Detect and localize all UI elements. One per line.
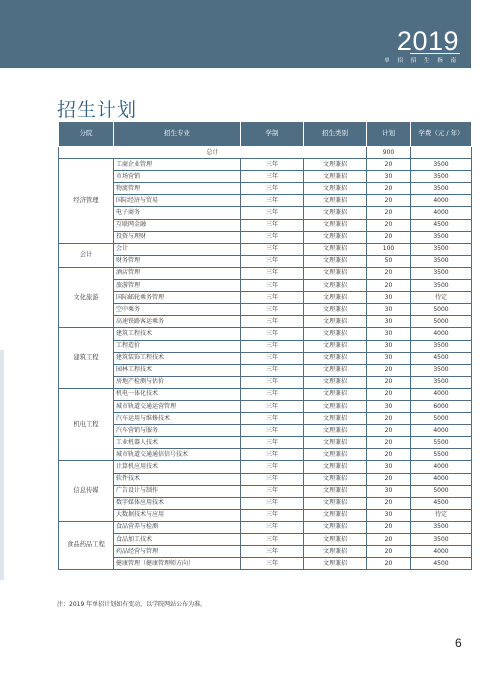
plan-cell: 30 [367,485,411,497]
duration-cell: 三年 [241,413,304,425]
fee-cell: 4000 [411,461,472,473]
fee-cell: 3500 [411,364,472,376]
category-cell: 文理兼招 [304,219,367,231]
plan-cell: 30 [367,316,411,328]
plan-cell: 100 [367,243,411,255]
category-cell: 文理兼招 [304,449,367,461]
dept-cell: 机电工程 [59,388,114,461]
dept-cell: 食品药品工程 [59,521,114,569]
major-cell: 电子商务 [114,207,241,219]
category-cell: 文理兼招 [304,461,367,473]
duration-cell: 三年 [241,425,304,437]
fee-cell: 3500 [411,534,472,546]
category-cell: 文理兼招 [304,340,367,352]
category-cell: 文理兼招 [304,316,367,328]
fee-cell: 3500 [411,340,472,352]
category-cell: 文理兼招 [304,292,367,304]
table-row [59,546,472,558]
category-cell: 文理兼招 [304,425,367,437]
category-cell: 文理兼招 [304,509,367,521]
plan-cell: 20 [367,280,411,292]
table-row [59,183,472,195]
plan-cell: 20 [367,413,411,425]
table-row [59,195,472,207]
fee-cell: 4500 [411,352,472,364]
plan-cell: 20 [367,376,411,388]
table-row [59,364,472,376]
plan-cell: 30 [367,400,411,412]
duration-cell: 三年 [241,534,304,546]
table-row [59,425,472,437]
fee-cell: 3500 [411,280,472,292]
total-plan: 900 [367,147,411,159]
dept-cell: 建筑工程 [59,328,114,388]
major-cell: 国际邮轮乘务管理 [114,292,241,304]
header-duration: 学制 [241,122,304,147]
fee-cell: 3500 [411,255,472,267]
table-header-row [59,122,472,147]
plan-cell: 20 [367,497,411,509]
major-cell: 食品营养与检测 [114,521,241,533]
fee-cell: 3500 [411,243,472,255]
category-cell: 文理兼招 [304,546,367,558]
fee-cell: 5500 [411,449,472,461]
duration-cell: 三年 [241,521,304,533]
major-cell: 建筑工程技术 [114,328,241,340]
fee-cell: 3500 [411,231,472,243]
plan-cell: 20 [367,449,411,461]
fee-cell: 4000 [411,328,472,340]
major-cell: 城市轨道交通运营管理 [114,400,241,412]
plan-cell: 20 [367,425,411,437]
table-row [59,473,472,485]
fee-cell: 5500 [411,437,472,449]
total-fee [411,147,472,159]
major-cell: 旅游管理 [114,280,241,292]
duration-cell: 三年 [241,461,304,473]
major-cell: 财务管理 [114,255,241,267]
header-banner [0,0,471,68]
category-cell: 文理兼招 [304,159,367,171]
duration-cell: 三年 [241,267,304,279]
plan-cell: 50 [367,255,411,267]
page-number: 6 [455,636,462,650]
major-cell: 市场营销 [114,171,241,183]
category-cell: 文理兼招 [304,280,367,292]
page-title: 招生计划 [57,99,138,121]
fee-cell: 4000 [411,546,472,558]
plan-cell: 20 [367,364,411,376]
plan-cell: 30 [367,328,411,340]
major-cell: 食品加工技术 [114,534,241,546]
duration-cell: 三年 [241,509,304,521]
category-cell: 文理兼招 [304,413,367,425]
category-cell: 文理兼招 [304,364,367,376]
table-row [59,231,472,243]
category-cell: 文理兼招 [304,400,367,412]
major-cell: 互联网金融 [114,219,241,231]
duration-cell: 三年 [241,219,304,231]
dept-cell: 文化旅游 [59,267,114,327]
plan-cell: 20 [367,388,411,400]
fee-cell: 3500 [411,521,472,533]
table-row [59,388,472,400]
major-cell: 国际经济与贸易 [114,195,241,207]
plan-cell: 20 [367,473,411,485]
fee-cell: 3500 [411,171,472,183]
plan-cell: 20 [367,183,411,195]
fee-cell: 3500 [411,183,472,195]
category-cell: 文理兼招 [304,473,367,485]
major-cell: 空中乘务 [114,304,241,316]
footnote: 注：2019 年单招计划如有变动，以学院网站公布为准。 [57,601,207,608]
duration-cell: 三年 [241,304,304,316]
duration-cell: 三年 [241,328,304,340]
category-cell: 文理兼招 [304,328,367,340]
plan-cell: 20 [367,521,411,533]
fee-cell: 6000 [411,400,472,412]
total-row [59,147,472,159]
fee-cell: 4500 [411,219,472,231]
fee-cell: 5000 [411,413,472,425]
duration-cell: 三年 [241,485,304,497]
table-row [59,316,472,328]
duration-cell: 三年 [241,376,304,388]
table-row [59,280,472,292]
major-cell: 健康管理（健康管理师方向） [114,558,241,570]
category-cell: 文理兼招 [304,352,367,364]
duration-cell: 三年 [241,558,304,570]
plan-cell: 20 [367,231,411,243]
plan-cell: 20 [367,534,411,546]
category-cell: 文理兼招 [304,497,367,509]
major-cell: 城市轨道交通通信信号技术 [114,449,241,461]
plan-cell: 30 [367,352,411,364]
major-cell: 高速铁路客运乘务 [114,316,241,328]
table-row [59,255,472,267]
major-cell: 广告设计与制作 [114,485,241,497]
total-label: 总计 [59,147,367,159]
major-cell: 园林工程技术 [114,364,241,376]
table-row [59,534,472,546]
category-cell: 文理兼招 [304,376,367,388]
dept-cell: 会计 [59,243,114,267]
plan-cell: 20 [367,207,411,219]
fee-cell: 4500 [411,558,472,570]
duration-cell: 三年 [241,437,304,449]
duration-cell: 三年 [241,316,304,328]
table-row [59,413,472,425]
duration-cell: 三年 [241,497,304,509]
table-row [59,243,472,255]
header-category: 招生类别 [304,122,367,147]
duration-cell: 三年 [241,546,304,558]
plan-cell: 20 [367,558,411,570]
category-cell: 文理兼招 [304,255,367,267]
category-cell: 文理兼招 [304,521,367,533]
category-cell: 文理兼招 [304,388,367,400]
fee-cell: 5000 [411,316,472,328]
table-row [59,171,472,183]
category-cell: 文理兼招 [304,195,367,207]
duration-cell: 三年 [241,340,304,352]
category-cell: 文理兼招 [304,171,367,183]
plan-cell: 20 [367,219,411,231]
table-row [59,485,472,497]
plan-cell: 30 [367,292,411,304]
category-cell: 文理兼招 [304,485,367,497]
plan-cell: 30 [367,509,411,521]
duration-cell: 三年 [241,292,304,304]
major-cell: 酒店管理 [114,267,241,279]
table-row [59,497,472,509]
major-cell: 汽车营销与服务 [114,425,241,437]
plan-cell: 20 [367,159,411,171]
banner-subtitle: 单 招 招 生 指 南 [384,58,459,64]
duration-cell: 三年 [241,171,304,183]
table-row [59,352,472,364]
fee-cell: 4000 [411,473,472,485]
major-cell: 建筑装饰工程技术 [114,352,241,364]
fee-cell: 4000 [411,195,472,207]
table-row [59,558,472,570]
major-cell: 工程造价 [114,340,241,352]
fee-cell: 4000 [411,207,472,219]
duration-cell: 三年 [241,388,304,400]
duration-cell: 三年 [241,243,304,255]
major-cell: 会计 [114,243,241,255]
banner-year: 2019 [396,26,459,56]
fee-cell: 4500 [411,497,472,509]
header-major: 招生专业 [114,122,241,147]
table-row [59,159,472,171]
duration-cell: 三年 [241,159,304,171]
duration-cell: 三年 [241,280,304,292]
enrollment-table [58,121,472,570]
plan-cell: 30 [367,171,411,183]
major-cell: 机电一体化技术 [114,388,241,400]
major-cell: 汽车运用与维修技术 [114,413,241,425]
duration-cell: 三年 [241,207,304,219]
plan-cell: 30 [367,461,411,473]
header-dept: 分院 [59,122,114,147]
duration-cell: 三年 [241,449,304,461]
duration-cell: 三年 [241,195,304,207]
header-plan: 计划 [367,122,411,147]
side-decoration [0,350,4,580]
table-row [59,207,472,219]
plan-cell: 30 [367,340,411,352]
major-cell: 软件技术 [114,473,241,485]
duration-cell: 三年 [241,473,304,485]
table-row [59,461,472,473]
major-cell: 工商企业管理 [114,159,241,171]
duration-cell: 三年 [241,231,304,243]
fee-cell: 3500 [411,267,472,279]
fee-cell: 待定 [411,292,472,304]
plan-cell: 30 [367,304,411,316]
category-cell: 文理兼招 [304,534,367,546]
dept-cell: 信息传媒 [59,461,114,521]
table-row [59,509,472,521]
duration-cell: 三年 [241,352,304,364]
major-cell: 工业机器人技术 [114,437,241,449]
fee-cell: 4000 [411,425,472,437]
plan-cell: 20 [367,546,411,558]
table-row [59,340,472,352]
duration-cell: 三年 [241,255,304,267]
major-cell: 计算机应用技术 [114,461,241,473]
major-cell: 物流管理 [114,183,241,195]
header-fee: 学费（元 / 年） [411,122,472,147]
duration-cell: 三年 [241,364,304,376]
fee-cell: 3500 [411,376,472,388]
major-cell: 药品经营与管理 [114,546,241,558]
category-cell: 文理兼招 [304,558,367,570]
category-cell: 文理兼招 [304,267,367,279]
major-cell: 大数据技术与应用 [114,509,241,521]
table-row [59,304,472,316]
plan-cell: 20 [367,195,411,207]
category-cell: 文理兼招 [304,183,367,195]
table-row [59,449,472,461]
category-cell: 文理兼招 [304,243,367,255]
fee-cell: 5000 [411,485,472,497]
duration-cell: 三年 [241,400,304,412]
table-row [59,437,472,449]
table-row [59,400,472,412]
category-cell: 文理兼招 [304,207,367,219]
category-cell: 文理兼招 [304,437,367,449]
fee-cell: 3500 [411,159,472,171]
fee-cell: 5000 [411,304,472,316]
table-row [59,521,472,533]
table-row [59,267,472,279]
plan-cell: 20 [367,437,411,449]
major-cell: 房地产检测与估价 [114,376,241,388]
major-cell: 投资与理财 [114,231,241,243]
table-row [59,292,472,304]
fee-cell: 4000 [411,388,472,400]
fee-cell: 待定 [411,509,472,521]
dept-cell: 经济管理 [59,159,114,244]
category-cell: 文理兼招 [304,304,367,316]
duration-cell: 三年 [241,183,304,195]
table-row [59,328,472,340]
major-cell: 数字媒体应用技术 [114,497,241,509]
table-row [59,219,472,231]
table-body [59,147,472,570]
table-row [59,376,472,388]
category-cell: 文理兼招 [304,231,367,243]
plan-cell: 20 [367,267,411,279]
